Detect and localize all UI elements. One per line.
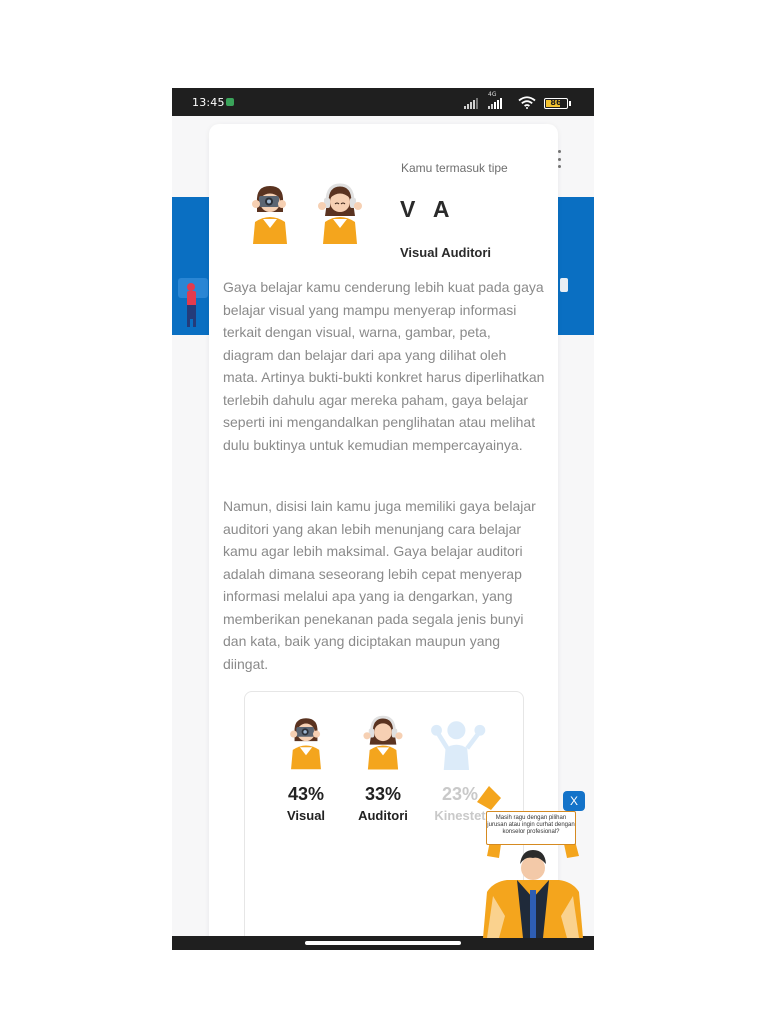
banner-input-edge[interactable] <box>560 278 568 292</box>
stat-auditori-label: Auditori <box>358 808 408 823</box>
signal-icon <box>464 97 478 109</box>
stat-visual <box>269 714 343 823</box>
type-letters: V A <box>400 196 451 222</box>
stat-kinestetik-percent: 23% <box>441 784 479 804</box>
description-paragraph-1: Gaya belajar kamu cenderung lebih kuat pada gaya belajar visual yang mampu menyerap informasi terkait dengan visual, warna, gambar, peta, diagram dan belajar dari apa yang dilihat oleh mata. Artinya bukti-bukti konkret harus diperlihatkan terlebih dahulu agar mereka paham, gaya belajar seperti ini mengandalkan penglihatan atau melihat dulu buktinya untuk kemudian mempercayainya. <box>223 279 545 453</box>
auditori-headphones-icon <box>359 714 407 770</box>
home-indicator[interactable] <box>305 941 461 945</box>
mascot-speech-bubble[interactable]: Masih ragu dengan pilihan jurusan atau ingin curhat dengan konselor profesional? <box>486 811 576 845</box>
wifi-icon <box>518 96 536 109</box>
type-heading: Kamu termasuk tipe <box>401 161 508 175</box>
banner-illustration-icon <box>178 274 208 330</box>
stat-kinestetik-label: Kinestet <box>434 808 486 823</box>
navigation-bar <box>172 936 594 950</box>
notification-icon <box>226 98 234 106</box>
visual-avatar-icon <box>245 182 295 244</box>
network-label: 4G <box>488 91 497 98</box>
auditori-avatar-icon <box>313 182 367 244</box>
battery-level: 86 <box>550 98 562 107</box>
stat-visual-percent: 43% <box>287 784 325 804</box>
mascot-close-button[interactable]: X <box>563 791 585 811</box>
status-bar <box>172 88 594 116</box>
kinestetik-icon <box>428 714 492 770</box>
stat-visual-label: Visual <box>286 808 326 823</box>
visual-camera-icon <box>284 714 328 770</box>
signal-4g-icon <box>488 97 502 109</box>
stat-auditori-percent: 33% <box>364 784 402 804</box>
stat-auditori <box>346 714 420 823</box>
description-paragraph-2: Namun, disisi lain kamu juga memiliki gaya belajar auditori yang akan lebih menunjang cara belajar kamu agar lebih maksimal. Gaya belajar auditori adalah dimana seseorang lebih cepat menyerap informasi melalui apa yang ia dengarkan, yang memberikan penekanan pada segala jenis bunyi dan kata, baik yang diciptakan maupun yang diingat. <box>223 498 536 672</box>
battery-icon <box>544 98 568 109</box>
status-time: 13:45 <box>192 96 225 109</box>
type-name: Visual Auditori <box>400 245 492 260</box>
